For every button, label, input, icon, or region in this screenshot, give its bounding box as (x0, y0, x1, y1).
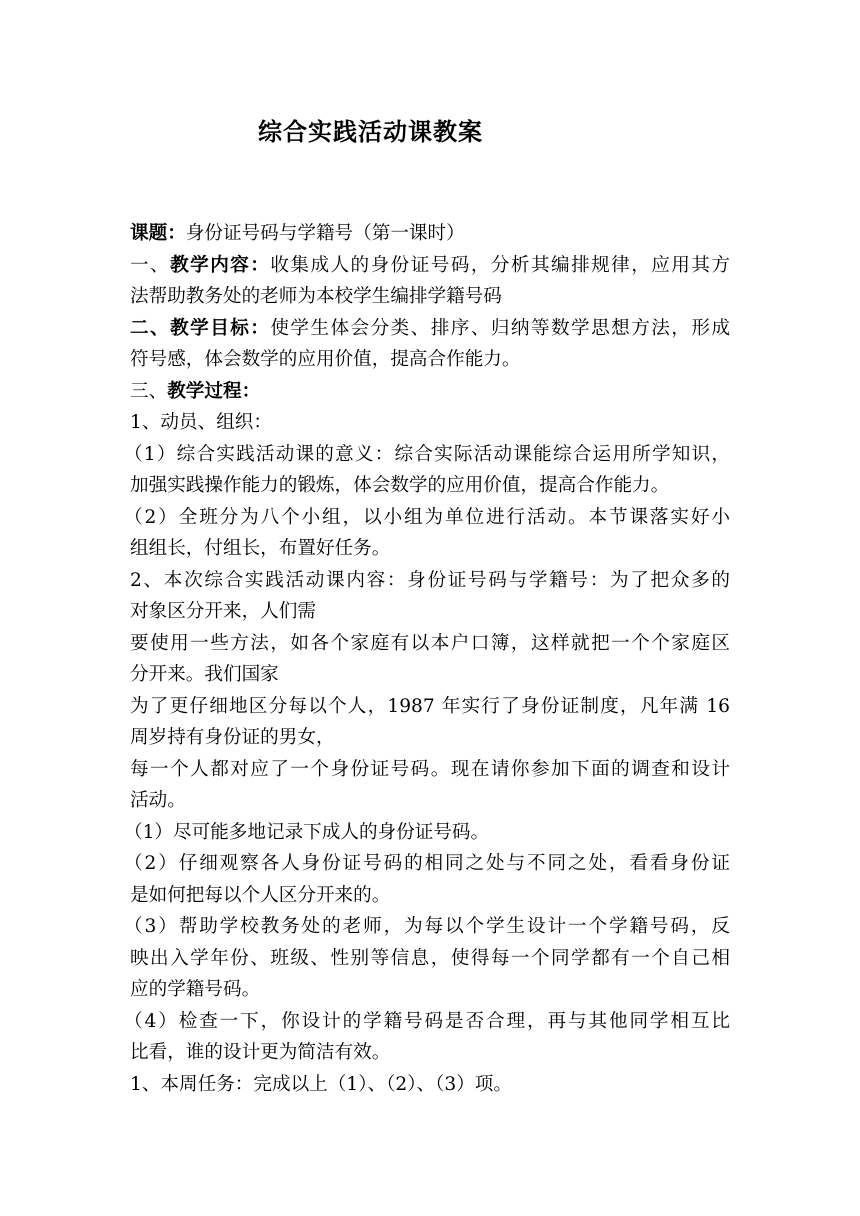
text-line: 每一个人都对应了一个身份证号码。现在请你参加下面的调查和设计 (130, 758, 730, 780)
text-line-content (130, 250, 730, 282)
text-line-process (130, 376, 730, 408)
text-line: 分开来。我们国家 (130, 664, 279, 685)
text-line: （1）尽可能多地记录下成人的身份证号码。 (124, 821, 490, 843)
text-line: （2）全班分为八个小组，以小组为单位进行活动。本节课落实好小 (124, 506, 730, 528)
text-line-goals (130, 313, 730, 345)
text-line: 应的学籍号码。 (130, 979, 261, 1000)
text-line: 是如何把每以个人区分开来的。 (130, 884, 391, 906)
text-line: （1）综合实践活动课的意义：综合实际活动课能综合运用所学知识， (124, 443, 730, 465)
section-prefix: 三、 (130, 380, 168, 402)
text-line: 1、动员、组织： (130, 412, 272, 433)
text-line: （3）帮助学校教务处的老师，为每以个学生设计一个学籍号码，反 (124, 916, 730, 937)
text-line: 为了更仔细地区分每以个人，1987 年实行了身份证制度，凡年满 16 (130, 695, 730, 717)
document-body (124, 218, 730, 1100)
text-line: （4）检查一下，你设计的学籍号码是否合理，再与其他同学相互比 (124, 1010, 730, 1032)
goals-text: 使学生体会分类、排序、归纳等数学思想方法，形成 (270, 317, 730, 339)
topic-text: 身份证号码与学籍号（第一课时） (185, 223, 465, 244)
text-line: 活动。 (130, 790, 186, 811)
goals-label: 二、教学目标： (130, 317, 271, 339)
text-line: 2、本次综合实践活动课内容：身份证号码与学籍号：为了把众多的 (130, 569, 730, 591)
text-line: 法帮助教务处的老师为本校学生编排学籍号码 (130, 286, 502, 307)
text-line: 映出入学年份、班级、性别等信息，使得每一个同学都有一个自己相 (130, 947, 730, 969)
section-prefix: 一、 (130, 254, 171, 276)
text-line: 加强实践操作能力的锻炼，体会数学的应用价值，提高合作能力。 (130, 475, 670, 496)
process-label: 教学过程： (167, 380, 261, 402)
document-title: 综合实践活动课教案 (258, 117, 483, 146)
text-line: 组组长，付组长，布置好任务。 (130, 538, 391, 559)
text-line: （2）仔细观察各人身份证号码的相同之处与不同之处，看看身份证 (124, 853, 730, 874)
content-label: 教学内容： (170, 254, 271, 276)
text-line: 比看，谁的设计更为简洁有效。 (130, 1042, 391, 1063)
text-line: 周岁持有身份证的男女， (130, 727, 335, 748)
text-line: 要使用一些方法，如各个家庭有以本户口簿，这样就把一个个家庭区 (130, 632, 730, 654)
text-line-topic (130, 218, 730, 250)
topic-label: 课题： (130, 223, 186, 244)
content-text: 收集成人的身份证号码，分析其编排规律，应用其方 (270, 254, 730, 276)
text-line: 对象区分开来，人们需 (130, 601, 316, 622)
text-line: 1、本周任务：完成以上（1）、（2）、（3）项。 (130, 1073, 512, 1095)
text-line: 符号感，体会数学的应用价值，提高合作能力。 (130, 349, 521, 370)
